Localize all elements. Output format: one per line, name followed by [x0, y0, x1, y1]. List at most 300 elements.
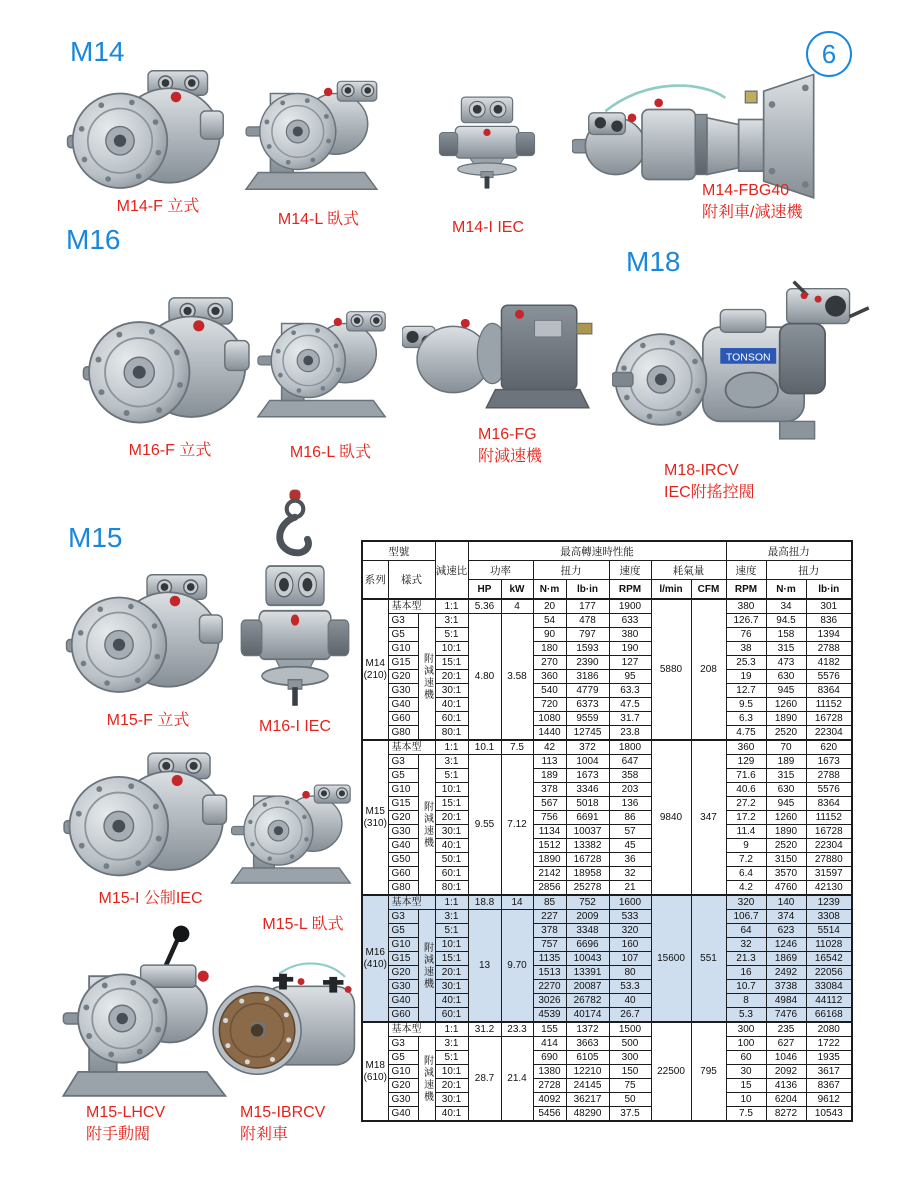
spec-cell: 620 — [806, 740, 852, 755]
hdr-style: 樣式 — [388, 561, 435, 600]
spec-cell: 71.6 — [726, 769, 766, 783]
spec-cell: 25278 — [566, 881, 609, 896]
spec-cell: 15:1 — [435, 952, 468, 966]
spec-cell: 567 — [533, 797, 566, 811]
spec-cell: 177 — [566, 599, 609, 614]
spec-cell: 1513 — [533, 966, 566, 980]
td-air-cfm: 551 — [691, 895, 726, 1022]
spec-cell: 3:1 — [435, 910, 468, 924]
td-air-lmin: 22500 — [651, 1022, 691, 1121]
spec-cell: 16542 — [806, 952, 852, 966]
label-m16-i: M16-I IEC — [258, 718, 331, 735]
spec-row — [362, 642, 852, 656]
spec-cell: 180 — [533, 642, 566, 656]
spec-cell: 40:1 — [435, 698, 468, 712]
spec-cell: 44112 — [806, 994, 852, 1008]
spec-cell: 3617 — [806, 1065, 852, 1079]
spec-cell: 5:1 — [435, 628, 468, 642]
spec-cell: 9612 — [806, 1093, 852, 1107]
spec-cell: 18958 — [566, 867, 609, 881]
td-gear: G80 — [388, 726, 418, 741]
spec-cell: 20:1 — [435, 1079, 468, 1093]
spec-cell: 106.7 — [726, 910, 766, 924]
spec-row — [362, 740, 852, 755]
photo-m14-i — [426, 60, 548, 222]
series-title-m16: M16 — [66, 224, 121, 255]
spec-row — [362, 839, 852, 853]
spec-cell: 94.5 — [766, 614, 806, 628]
td-gear-kw: 9.70 — [501, 910, 533, 1023]
spec-cell: 26782 — [566, 994, 609, 1008]
spec-cell: 150 — [609, 1065, 651, 1079]
spec-cell: 23.8 — [609, 726, 651, 741]
spec-cell: 20:1 — [435, 966, 468, 980]
spec-cell: 623 — [766, 924, 806, 938]
spec-cell: 2788 — [806, 769, 852, 783]
spec-cell: 300 — [609, 1051, 651, 1065]
label-line2: 附手動閥 — [86, 1126, 151, 1143]
spec-cell: N·m — [533, 580, 566, 600]
td-air-cfm: 347 — [691, 740, 726, 895]
spec-cell: 10 — [726, 1093, 766, 1107]
label-m16-l: M16-L 臥式 — [289, 444, 372, 461]
spec-row — [362, 1079, 852, 1093]
spec-cell: 5576 — [806, 670, 852, 684]
spec-cell: 478 — [566, 614, 609, 628]
spec-row — [362, 853, 852, 867]
photo-m14-l — [240, 58, 392, 208]
td-air-cfm: 208 — [691, 599, 726, 740]
spec-cell: 16728 — [806, 825, 852, 839]
spec-cell: 60:1 — [435, 1008, 468, 1023]
label-line2: 附剎車 — [240, 1126, 289, 1143]
td-gear: G3 — [388, 755, 418, 769]
spec-row — [362, 755, 852, 769]
spec-row — [362, 599, 852, 614]
td-gear: G20 — [388, 966, 418, 980]
td-gear: G10 — [388, 938, 418, 952]
td-gear: G15 — [388, 797, 418, 811]
label-m15-lhcv — [86, 1102, 165, 1146]
hdr-ratio: 減速比 — [435, 541, 468, 599]
spec-cell: 360 — [726, 740, 766, 755]
spec-cell: 2856 — [533, 881, 566, 896]
spec-cell: 1890 — [766, 825, 806, 839]
spec-cell: 315 — [766, 769, 806, 783]
spec-row — [362, 867, 852, 881]
spec-cell: 13382 — [566, 839, 609, 853]
page-number: 6 — [821, 38, 837, 69]
spec-row — [362, 881, 852, 896]
td-gear-hp: 9.55 — [468, 755, 501, 896]
spec-cell: 158 — [766, 628, 806, 642]
spec-cell: 360 — [533, 670, 566, 684]
spec-cell: 533 — [609, 910, 651, 924]
spec-cell: 21 — [609, 881, 651, 896]
spec-cell: 11152 — [806, 811, 852, 825]
hdr-max-torque: 最高扭力 — [726, 541, 852, 561]
spec-cell: 4760 — [766, 881, 806, 896]
td-gear: G20 — [388, 811, 418, 825]
spec-row — [362, 726, 852, 741]
spec-cell: 3738 — [766, 980, 806, 994]
hdr-power: 功率 — [468, 561, 533, 580]
td-style: 基本型 — [388, 599, 435, 614]
svg-text:TONSON: TONSON — [725, 352, 771, 364]
spec-cell: 3308 — [806, 910, 852, 924]
spec-cell: 38 — [726, 642, 766, 656]
spec-cell: 4779 — [566, 684, 609, 698]
hdr-speed: 速度 — [726, 561, 766, 580]
spec-row — [362, 1008, 852, 1023]
spec-cell: 113 — [533, 755, 566, 769]
spec-cell: 45 — [609, 839, 651, 853]
spec-row — [362, 1051, 852, 1065]
spec-row — [362, 811, 852, 825]
spec-cell: 80 — [609, 966, 651, 980]
spec-row — [362, 994, 852, 1008]
td-gear-type: 附減速機 — [418, 910, 435, 1023]
spec-cell: 2788 — [806, 642, 852, 656]
spec-cell: 756 — [533, 811, 566, 825]
spec-cell: 3150 — [766, 853, 806, 867]
spec-cell: 40:1 — [435, 1107, 468, 1122]
spec-cell: 90 — [533, 628, 566, 642]
spec-cell: 20 — [533, 599, 566, 614]
photo-m16-f — [76, 286, 262, 440]
spec-cell: 189 — [533, 769, 566, 783]
spec-cell: 1394 — [806, 628, 852, 642]
spec-cell: 22056 — [806, 966, 852, 980]
td-air-lmin: 9840 — [651, 740, 691, 895]
spec-cell: 8272 — [766, 1107, 806, 1122]
td-gear: G20 — [388, 1079, 418, 1093]
label-m15-i: M15-I 公制IEC — [98, 890, 203, 907]
spec-cell: 4 — [501, 599, 533, 614]
spec-cell: 20:1 — [435, 811, 468, 825]
spec-row — [362, 712, 852, 726]
spec-cell: HP — [468, 580, 501, 600]
td-gear: G3 — [388, 910, 418, 924]
hdr-series: 系列 — [362, 561, 388, 600]
spec-cell: 16728 — [806, 712, 852, 726]
td-gear: G3 — [388, 1037, 418, 1051]
spec-cell: 1600 — [609, 895, 651, 910]
spec-cell: 16728 — [566, 853, 609, 867]
spec-cell: 64 — [726, 924, 766, 938]
spec-cell: 40.6 — [726, 783, 766, 797]
spec-cell: 31.7 — [609, 712, 651, 726]
spec-cell: 2520 — [766, 839, 806, 853]
label-line1: M16-FG — [478, 426, 537, 443]
td-gear-hp: 13 — [468, 910, 501, 1023]
td-gear: G60 — [388, 867, 418, 881]
spec-row — [362, 1022, 852, 1037]
spec-cell: 40 — [609, 994, 651, 1008]
spec-cell: 4136 — [766, 1079, 806, 1093]
spec-cell: 1673 — [566, 769, 609, 783]
spec-cell: 1673 — [806, 755, 852, 769]
hdr-performance: 最高轉速時性能 — [468, 541, 726, 561]
spec-cell: 1:1 — [435, 599, 468, 614]
spec-cell: 473 — [766, 656, 806, 670]
spec-cell: 1372 — [566, 1022, 609, 1037]
spec-cell: 40:1 — [435, 994, 468, 1008]
td-gear: G30 — [388, 980, 418, 994]
spec-cell: 9559 — [566, 712, 609, 726]
spec-row — [362, 783, 852, 797]
spec-cell: 10:1 — [435, 938, 468, 952]
spec-cell: 4984 — [766, 994, 806, 1008]
spec-cell: 6.4 — [726, 867, 766, 881]
spec-cell: 1:1 — [435, 895, 468, 910]
td-series: M16 (410) — [362, 895, 388, 1022]
spec-cell: 1135 — [533, 952, 566, 966]
td-gear: G40 — [388, 839, 418, 853]
spec-cell: 5:1 — [435, 1051, 468, 1065]
td-gear: G30 — [388, 1093, 418, 1107]
spec-cell: 647 — [609, 755, 651, 769]
spec-cell: 11152 — [806, 698, 852, 712]
spec-cell: 140 — [766, 895, 806, 910]
spec-cell: 945 — [766, 797, 806, 811]
td-gear-hp: 28.7 — [468, 1037, 501, 1122]
label-line1: M15-LHCV — [86, 1104, 166, 1121]
spec-cell: 10543 — [806, 1107, 852, 1122]
spec-cell: 11.4 — [726, 825, 766, 839]
td-gear: G5 — [388, 628, 418, 642]
spec-cell: 1:1 — [435, 740, 468, 755]
td-gear-hp: 4.80 — [468, 614, 501, 741]
spec-cell: 10:1 — [435, 642, 468, 656]
spec-cell: 53.3 — [609, 980, 651, 994]
photo-m15-ibrcv — [210, 948, 367, 1100]
spec-cell: 315 — [766, 642, 806, 656]
spec-cell: 1890 — [533, 853, 566, 867]
spec-cell: 300 — [726, 1022, 766, 1037]
td-gear-type: 附減速機 — [418, 1037, 435, 1122]
spec-cell: 4.2 — [726, 881, 766, 896]
spec-cell: 6204 — [766, 1093, 806, 1107]
label-m18-ircv — [664, 460, 755, 504]
spec-cell: 720 — [533, 698, 566, 712]
td-gear: G3 — [388, 614, 418, 628]
spec-cell: 1246 — [766, 938, 806, 952]
td-gear: G40 — [388, 698, 418, 712]
spec-row — [362, 614, 852, 628]
spec-cell: 4539 — [533, 1008, 566, 1023]
spec-cell: 107 — [609, 952, 651, 966]
spec-cell: 1440 — [533, 726, 566, 741]
spec-cell: 20087 — [566, 980, 609, 994]
spec-cell: 7.5 — [501, 740, 533, 755]
spec-cell: 22304 — [806, 726, 852, 741]
spec-cell: 127 — [609, 656, 651, 670]
td-gear: G30 — [388, 684, 418, 698]
spec-cell: 10:1 — [435, 783, 468, 797]
spec-cell: 270 — [533, 656, 566, 670]
spec-cell: 23.3 — [501, 1022, 533, 1037]
spec-cell: 12745 — [566, 726, 609, 741]
td-series: M14 (210) — [362, 599, 388, 740]
label-line1: M18-IRCV — [664, 462, 739, 479]
spec-cell: 42130 — [806, 881, 852, 896]
spec-cell: 36 — [609, 853, 651, 867]
label-m16-fg — [478, 424, 542, 468]
spec-cell: 1134 — [533, 825, 566, 839]
spec-cell: 4.75 — [726, 726, 766, 741]
label-m14-f: M14-F 立式 — [116, 198, 200, 215]
spec-cell: 1260 — [766, 811, 806, 825]
td-gear: G5 — [388, 924, 418, 938]
spec-cell: 14 — [501, 895, 533, 910]
td-gear: G30 — [388, 825, 418, 839]
spec-cell: 31.2 — [468, 1022, 501, 1037]
spec-cell: 42 — [533, 740, 566, 755]
spec-row — [362, 1037, 852, 1051]
label-m14-i: M14-I IEC — [451, 219, 524, 236]
spec-cell: 17.2 — [726, 811, 766, 825]
spec-cell: 24145 — [566, 1079, 609, 1093]
td-gear: G50 — [388, 853, 418, 867]
td-gear: G5 — [388, 1051, 418, 1065]
spec-cell: 797 — [566, 628, 609, 642]
td-series: M18 (610) — [362, 1022, 388, 1121]
spec-cell: 85 — [533, 895, 566, 910]
spec-row — [362, 910, 852, 924]
spec-cell: 1900 — [609, 599, 651, 614]
spec-row — [362, 698, 852, 712]
spec-cell: 18.8 — [468, 895, 501, 910]
spec-cell: 945 — [766, 684, 806, 698]
photo-m15-i — [56, 744, 240, 890]
spec-cell: 4092 — [533, 1093, 566, 1107]
spec-cell: 414 — [533, 1037, 566, 1051]
spec-cell: 1380 — [533, 1065, 566, 1079]
spec-table — [361, 540, 853, 1122]
spec-cell: 227 — [533, 910, 566, 924]
spec-cell: 155 — [533, 1022, 566, 1037]
td-air-cfm: 795 — [691, 1022, 726, 1121]
spec-cell: 1080 — [533, 712, 566, 726]
spec-cell: 16 — [726, 966, 766, 980]
spec-row — [362, 952, 852, 966]
spec-row — [362, 924, 852, 938]
spec-cell: 80:1 — [435, 881, 468, 896]
spec-cell: 5456 — [533, 1107, 566, 1122]
spec-cell: 2520 — [766, 726, 806, 741]
spec-cell: 48290 — [566, 1107, 609, 1122]
spec-row — [362, 1107, 852, 1122]
spec-cell: 60:1 — [435, 712, 468, 726]
spec-cell: 3026 — [533, 994, 566, 1008]
spec-cell: 752 — [566, 895, 609, 910]
spec-row — [362, 980, 852, 994]
td-gear: G40 — [388, 994, 418, 1008]
series-title-m14: M14 — [70, 36, 125, 67]
spec-cell: 36217 — [566, 1093, 609, 1107]
spec-cell: 160 — [609, 938, 651, 952]
spec-cell: 25.3 — [726, 656, 766, 670]
spec-cell: RPM — [726, 580, 766, 600]
spec-cell: 8 — [726, 994, 766, 1008]
spec-cell: 1593 — [566, 642, 609, 656]
spec-cell: 10037 — [566, 825, 609, 839]
spec-cell: 374 — [766, 910, 806, 924]
spec-cell: 2390 — [566, 656, 609, 670]
spec-cell: 32 — [609, 867, 651, 881]
spec-cell: 2080 — [806, 1022, 852, 1037]
spec-cell: 15:1 — [435, 656, 468, 670]
spec-cell: 203 — [609, 783, 651, 797]
spec-cell: 33084 — [806, 980, 852, 994]
spec-cell: 1:1 — [435, 1022, 468, 1037]
spec-cell: 21.3 — [726, 952, 766, 966]
spec-cell: 22304 — [806, 839, 852, 853]
td-gear: G15 — [388, 952, 418, 966]
spec-cell: 20:1 — [435, 670, 468, 684]
spec-cell: 86 — [609, 811, 651, 825]
spec-cell: N·m — [766, 580, 806, 600]
spec-cell: 2492 — [766, 966, 806, 980]
spec-row — [362, 938, 852, 952]
spec-cell: 66168 — [806, 1008, 852, 1023]
spec-cell: 2142 — [533, 867, 566, 881]
td-series: M15 (310) — [362, 740, 388, 895]
spec-cell: 12210 — [566, 1065, 609, 1079]
label-m14-l: M14-L 臥式 — [277, 211, 360, 228]
spec-cell: 50:1 — [435, 853, 468, 867]
spec-cell: 690 — [533, 1051, 566, 1065]
spec-cell: 5.3 — [726, 1008, 766, 1023]
spec-cell: 5576 — [806, 783, 852, 797]
spec-cell: 15:1 — [435, 797, 468, 811]
td-style: 基本型 — [388, 895, 435, 910]
spec-cell: 50 — [609, 1093, 651, 1107]
spec-row — [362, 628, 852, 642]
spec-cell: 8364 — [806, 797, 852, 811]
spec-cell: 30:1 — [435, 684, 468, 698]
spec-row — [362, 895, 852, 910]
td-style: 基本型 — [388, 1022, 435, 1037]
spec-cell: 75 — [609, 1079, 651, 1093]
spec-cell: 2092 — [766, 1065, 806, 1079]
td-gear: G10 — [388, 642, 418, 656]
spec-cell: 95 — [609, 670, 651, 684]
spec-cell: CFM — [691, 580, 726, 600]
spec-cell: 1890 — [766, 712, 806, 726]
spec-cell: 380 — [726, 599, 766, 614]
spec-cell: l/min — [651, 580, 691, 600]
spec-cell: 1512 — [533, 839, 566, 853]
spec-cell: 6691 — [566, 811, 609, 825]
spec-row — [362, 1093, 852, 1107]
spec-cell: 5.36 — [468, 599, 501, 614]
spec-cell: 190 — [609, 642, 651, 656]
spec-cell: 80:1 — [435, 726, 468, 741]
spec-cell: 12.7 — [726, 684, 766, 698]
spec-row — [362, 684, 852, 698]
td-gear-kw: 21.4 — [501, 1037, 533, 1122]
spec-row — [362, 656, 852, 670]
spec-cell: 10.1 — [468, 740, 501, 755]
td-style: 基本型 — [388, 740, 435, 755]
label-line1: M15-IBRCV — [240, 1104, 326, 1121]
spec-cell: 4182 — [806, 656, 852, 670]
spec-cell: 301 — [806, 599, 852, 614]
spec-cell: kW — [501, 580, 533, 600]
spec-cell: 320 — [726, 895, 766, 910]
